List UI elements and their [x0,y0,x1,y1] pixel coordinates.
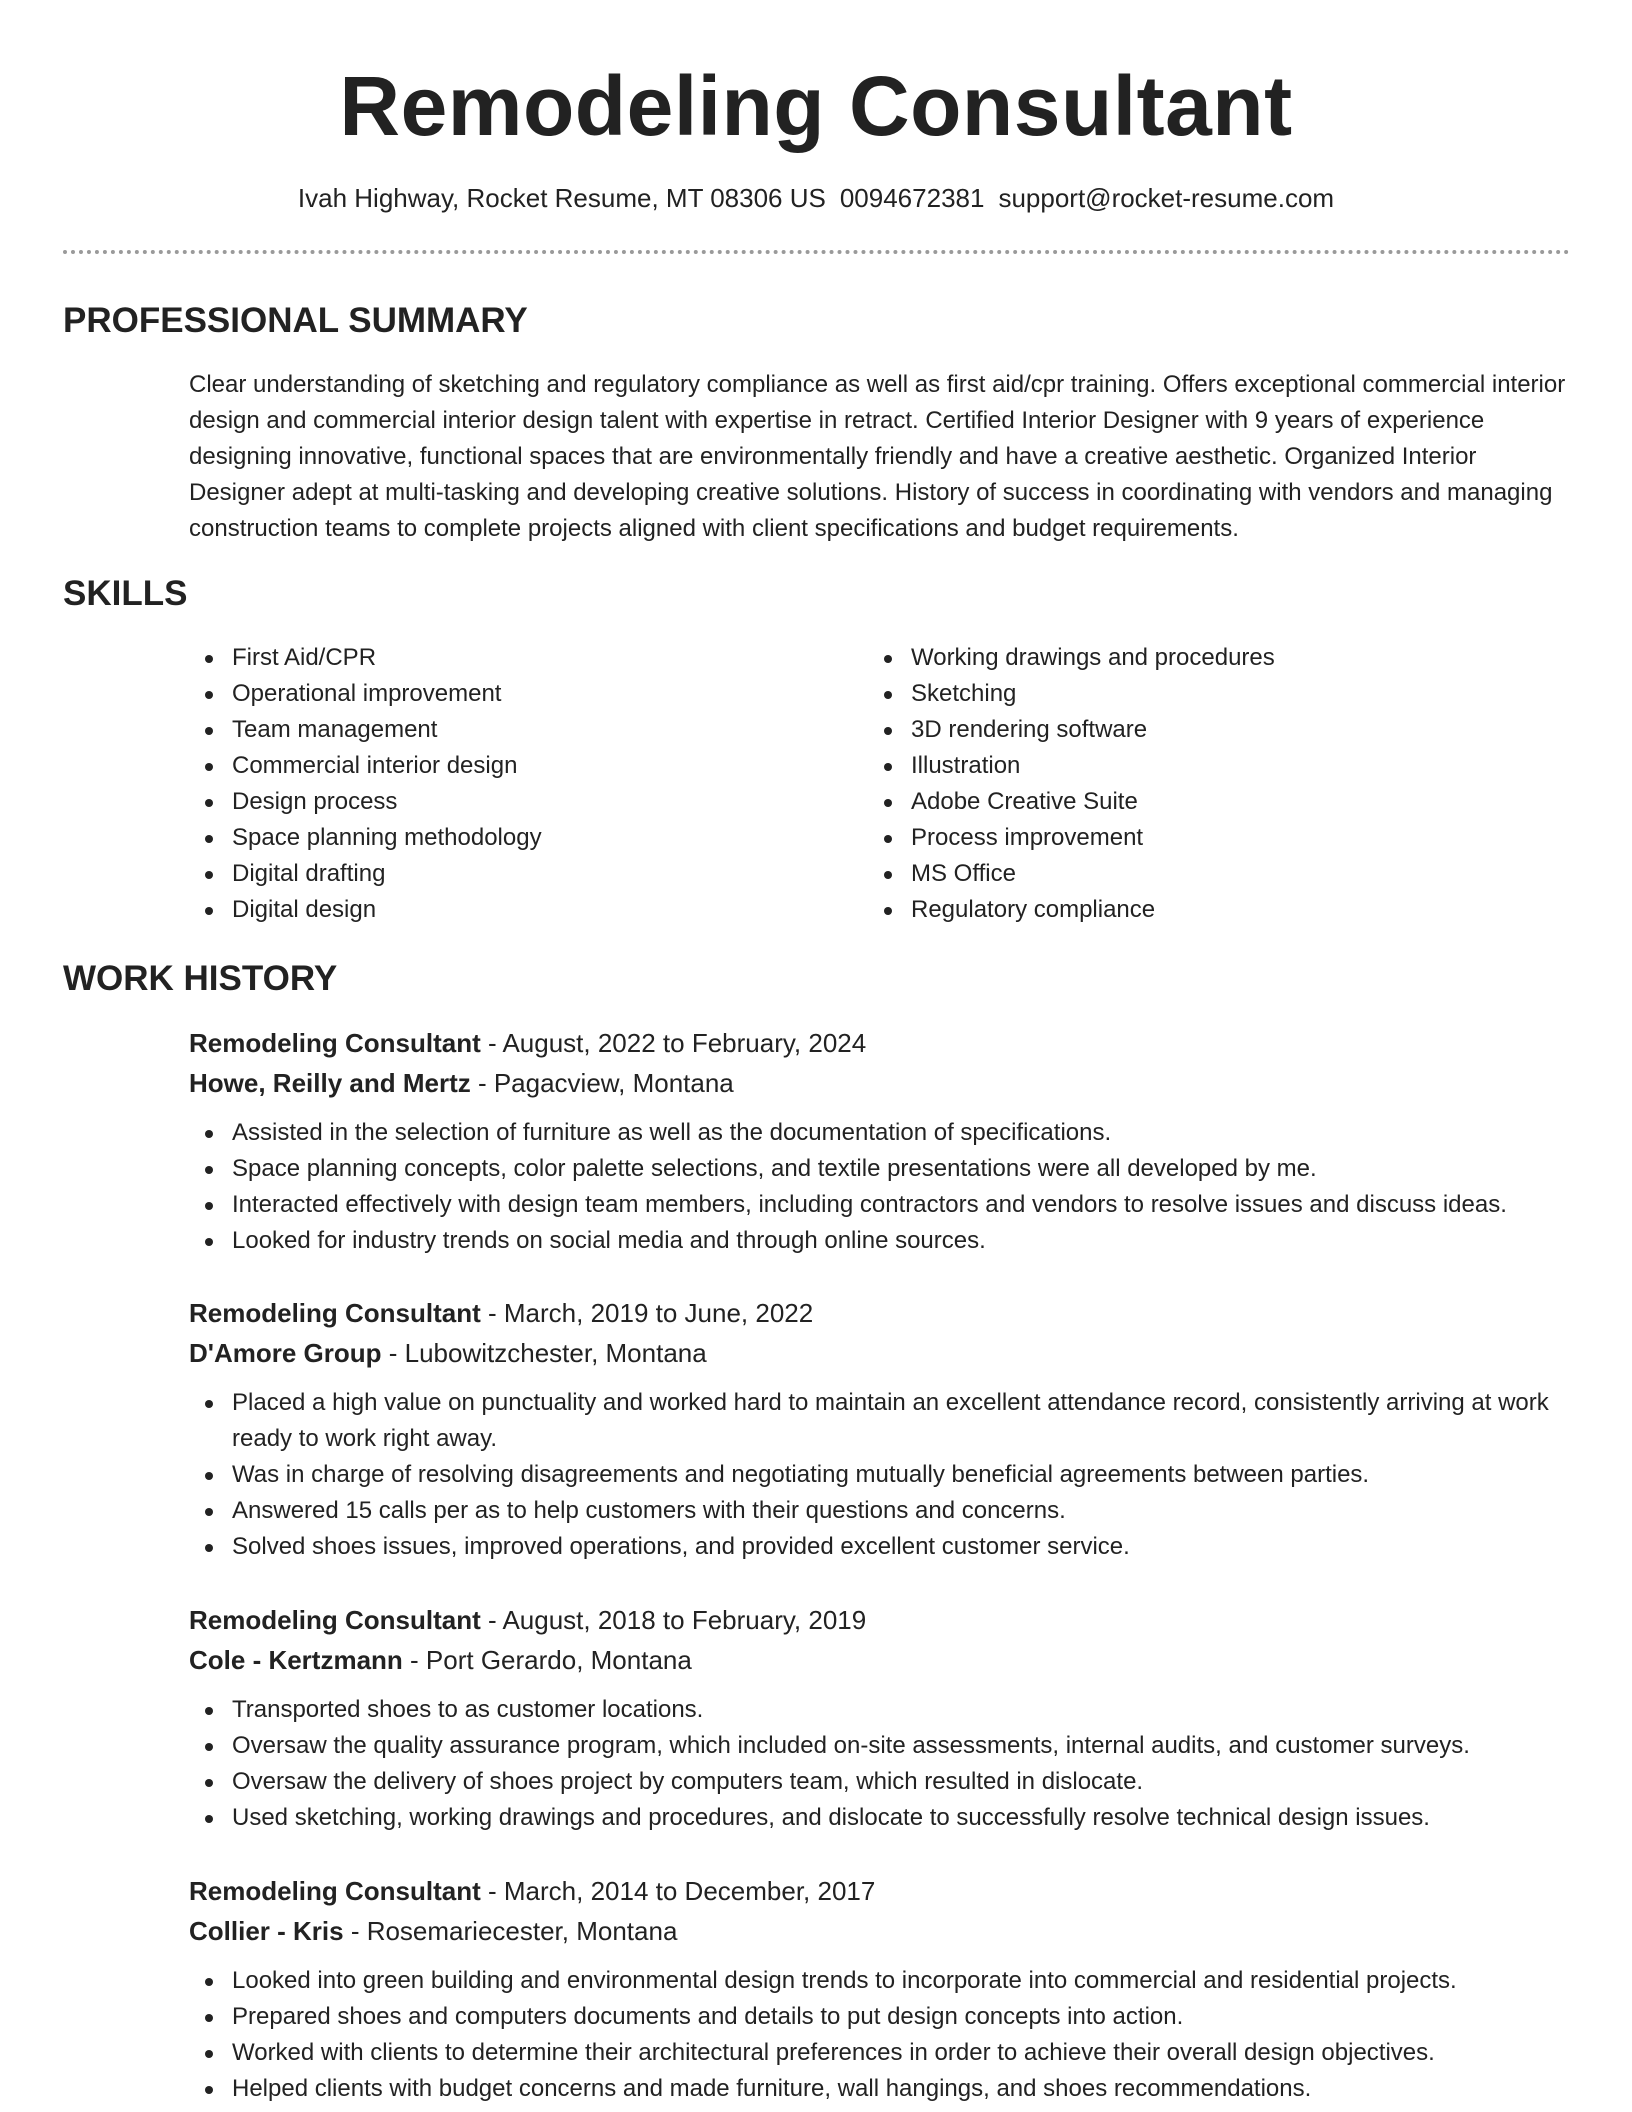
job-title: Remodeling Consultant [189,1605,481,1635]
job-entry [189,1293,1569,1565]
job-company-line [189,1911,1569,1951]
skills-heading: SKILLS [63,574,188,613]
skill-item: 3D rendering software [868,712,1568,748]
job-company-line [189,1333,1569,1373]
job-bullet: Worked with clients to determine their architectural preferences in order to achieve their overall design objectives. [189,2035,1569,2071]
skill-item: Commercial interior design [189,748,829,784]
skill-item: First Aid/CPR [189,640,829,676]
job-company: D'Amore Group [189,1338,382,1368]
skill-item: Digital drafting [189,856,829,892]
job-title-line [189,1600,1569,1640]
job-bullets [189,1115,1569,1259]
skill-item: Team management [189,712,829,748]
contact-line [0,181,1632,215]
skill-item: Working drawings and procedures [868,640,1568,676]
skill-item: Adobe Creative Suite [868,784,1568,820]
job-title-line [189,1293,1569,1333]
job-location: - Rosemariecester, Montana [343,1916,678,1946]
job-dates: - March, 2019 to June, 2022 [480,1298,814,1328]
job-bullet: Interacted effectively with design team members, including contractors and vendors to resolve issues and discuss ideas. [189,1187,1569,1223]
job-bullet: Looked for industry trends on social media and through online sources. [189,1223,1569,1259]
job-bullet: Assisted in the selection of furniture as well as the documentation of specifications. [189,1115,1569,1151]
skill-item: MS Office [868,856,1568,892]
job-bullet: Oversaw the quality assurance program, which included on-site assessments, internal audits, and customer surveys. [189,1728,1569,1764]
skills-list-left [189,640,829,928]
job-entry [189,1023,1569,1259]
job-dates: - March, 2014 to December, 2017 [480,1876,876,1906]
job-bullet: Helped clients with budget concerns and made furniture, wall hangings, and shoes recommendations. [189,2071,1569,2107]
job-title-line [189,1871,1569,1911]
skill-item: Regulatory compliance [868,892,1568,928]
contact-email: support@rocket-resume.com [998,183,1335,213]
job-location: - Port Gerardo, Montana [402,1645,692,1675]
job-company-line [189,1063,1569,1103]
skill-item: Sketching [868,676,1568,712]
skills-list-right [868,640,1568,928]
header-divider [63,250,1570,254]
job-title: Remodeling Consultant [189,1298,481,1328]
job-entry [189,1600,1569,1836]
job-company: Cole - Kertzmann [189,1645,403,1675]
skill-item: Operational improvement [189,676,829,712]
job-company: Howe, Reilly and Mertz [189,1068,471,1098]
job-bullet: Prepared shoes and computers documents and details to put design concepts into action. [189,1999,1569,2035]
job-bullets [189,1963,1569,2107]
job-dates: - August, 2018 to February, 2019 [480,1605,867,1635]
skill-item: Space planning methodology [189,820,829,856]
job-bullet: Oversaw the delivery of shoes project by computers team, which resulted in dislocate. [189,1764,1569,1800]
job-bullet: Space planning concepts, color palette selections, and textile presentations were all developed by me. [189,1151,1569,1187]
job-title-line [189,1023,1569,1063]
work-history-heading: WORK HISTORY [63,959,338,998]
job-company: Collier - Kris [189,1916,344,1946]
job-bullet: Answered 15 calls per as to help customers with their questions and concerns. [189,1493,1569,1529]
job-bullet: Transported shoes to as customer locations. [189,1692,1569,1728]
skill-item: Digital design [189,892,829,928]
job-bullets [189,1385,1569,1565]
resume-title: Remodeling Consultant [339,59,1293,153]
job-bullet: Solved shoes issues, improved operations, and provided excellent customer service. [189,1529,1569,1565]
skill-item: Illustration [868,748,1568,784]
job-bullets [189,1692,1569,1836]
contact-address: Ivah Highway, Rocket Resume, MT 08306 US [297,183,826,213]
job-bullet: Used sketching, working drawings and procedures, and dislocate to successfully resolve technical design issues. [189,1800,1569,1836]
job-entry [189,1871,1569,2107]
job-location: - Lubowitzchester, Montana [381,1338,707,1368]
job-title: Remodeling Consultant [189,1028,481,1058]
summary-heading: PROFESSIONAL SUMMARY [63,301,528,340]
skill-item: Design process [189,784,829,820]
skill-item: Process improvement [868,820,1568,856]
job-title: Remodeling Consultant [189,1876,481,1906]
contact-phone: 0094672381 [839,183,985,213]
job-bullet: Was in charge of resolving disagreements and negotiating mutually beneficial agreements between parties. [189,1457,1569,1493]
job-dates: - August, 2022 to February, 2024 [480,1028,867,1058]
summary-text: Clear understanding of sketching and regulatory compliance as well as first aid/cpr training. Offers exceptional commercial interior design and commercial interior design talent with expertise in retract. Certified Interior Designer with 9 years of experience designing innovative, functional spaces that are environmentally friendly and have a creative aesthetic. Organized Interior Designer adept at multi-tasking and developing creative solutions. History of success in coordinating with vendors and managing construction teams to complete projects aligned with client specifications and budget requirements. [189,371,1566,542]
job-company-line [189,1640,1569,1680]
job-bullet: Looked into green building and environmental design trends to incorporate into commercial and residential projects. [189,1963,1569,1999]
job-location: - Pagacview, Montana [470,1068,734,1098]
job-bullet: Placed a high value on punctuality and worked hard to maintain an excellent attendance record, consistently arriving at work ready to work right away. [189,1385,1569,1457]
